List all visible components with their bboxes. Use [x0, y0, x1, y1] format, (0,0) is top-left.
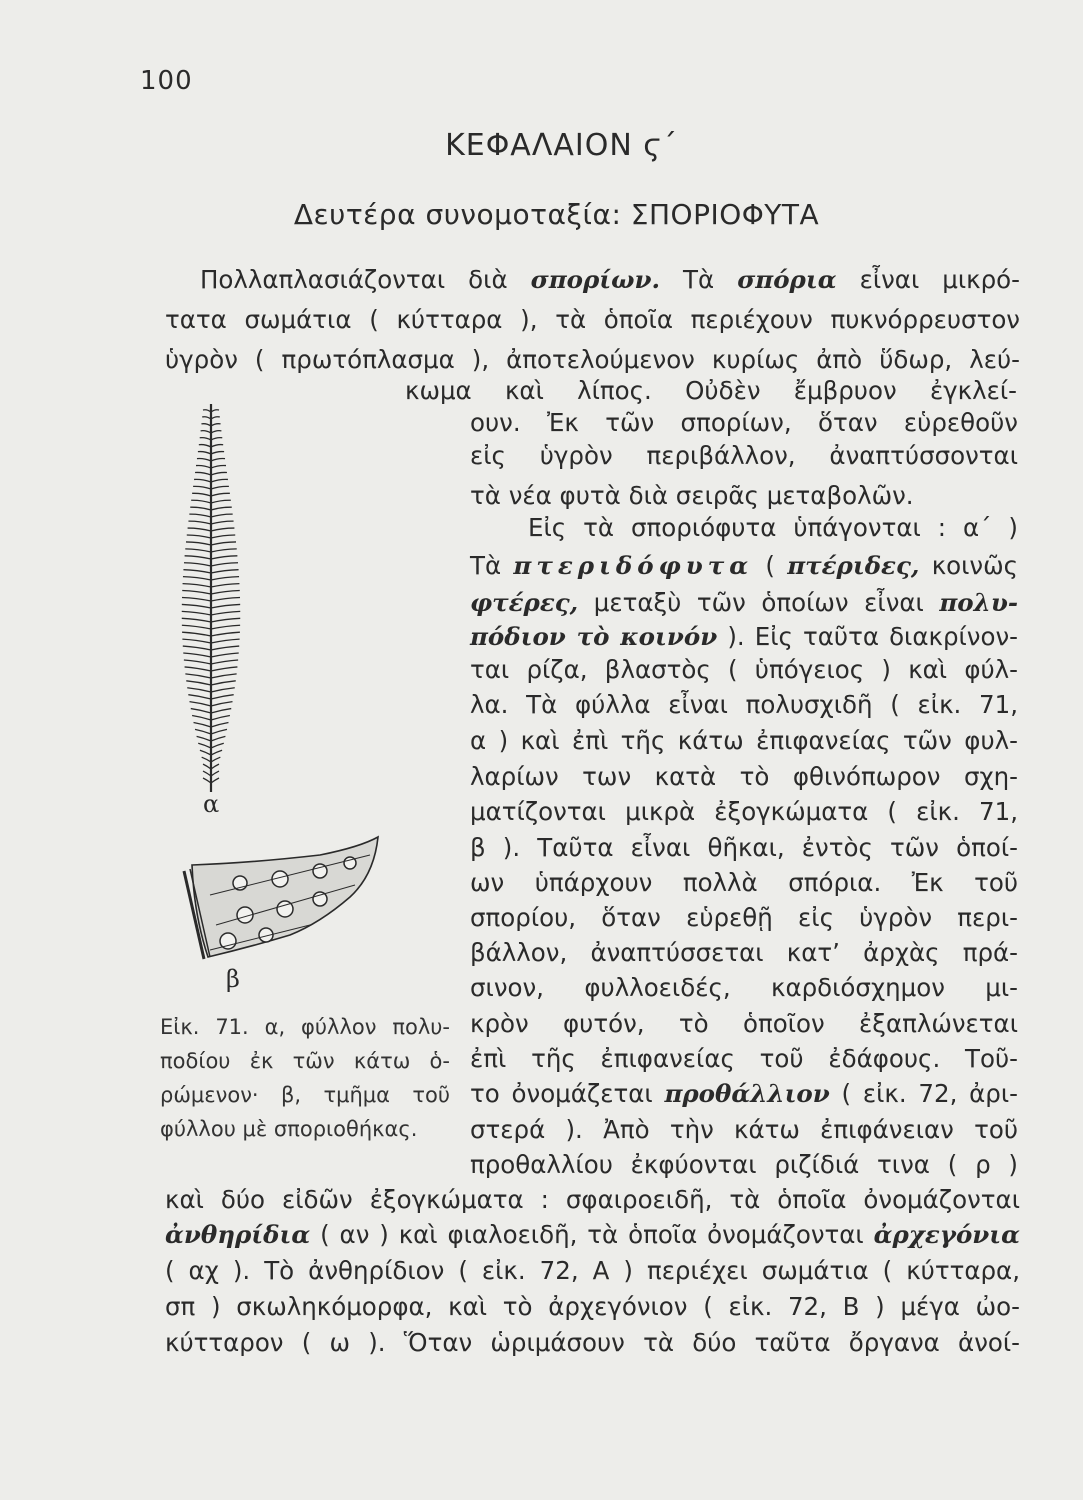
- fern-pinna: [195, 729, 211, 734]
- text-line: ων ὑπάρχουν πολλὰ σπόρια. Ἐκ τοῦ: [470, 868, 1018, 897]
- fern-pinna: [211, 771, 219, 776]
- fern-pinna: [211, 688, 235, 692]
- text-line: Πολλαπλασιάζονται διὰ σπορίων. Τὰ σπόρια εἶναι μικρό-: [200, 265, 1020, 294]
- text-line: φτέρες, μεταξὺ τῶν ὁποίων εἶναι πολυ-: [470, 588, 1018, 617]
- fern-pinna: [211, 695, 234, 699]
- fern-pinna: [211, 528, 234, 531]
- fern-pinna: [211, 778, 219, 783]
- fern-frond-illustration: [166, 400, 256, 800]
- fern-pinna: [211, 410, 219, 412]
- fern-pinna: [190, 507, 211, 510]
- fern-pinna: [211, 465, 226, 468]
- fern-pinna: [183, 646, 211, 650]
- text-line: β ). Ταῦτα εἶναι θῆκαι, ἐντὸς τῶν ὁποί-: [470, 833, 1018, 862]
- fern-pinna: [211, 493, 230, 496]
- fern-pinna: [183, 570, 211, 573]
- fern-pinna: [211, 591, 240, 594]
- text-line: ὑγρὸν ( πρωτόπλασμα ), ἀποτελούμενον κυρίως ἀπὸ ὕδωρ, λεύ-: [165, 345, 1020, 374]
- fern-pinna: [185, 556, 211, 559]
- fern-pinna: [211, 674, 237, 678]
- caption-line: ρώμενον· β, τμῆμα τοῦ: [160, 1083, 450, 1107]
- fern-pinna: [211, 563, 238, 566]
- fern-pinna: [211, 417, 220, 419]
- fern-pinna: [211, 604, 240, 608]
- fern-pinna: [185, 674, 211, 678]
- fern-pinna: [182, 632, 211, 636]
- text-line: ται ρίζα, βλαστὸς ( ὑπόγειος ) καὶ φύλ-: [470, 655, 1018, 684]
- fern-pinna: [197, 459, 211, 461]
- text-line: προθαλλίου ἐκφύονται ριζίδιά τινα ( ρ ): [470, 1150, 1018, 1179]
- text-line: βάλλον, ἀναπτύσσεται κατ’ ἀρχὰς πρά-: [470, 938, 1018, 967]
- fern-pinna: [211, 507, 232, 510]
- text-line: το ὀνομάζεται προθάλλιον ( εἰκ. 72, ἀρι-: [470, 1079, 1018, 1108]
- fern-pinna: [211, 764, 219, 769]
- fern-pinna: [185, 549, 211, 552]
- text-line: σινον, φυλλοειδές, καρδιόσχημον μι-: [470, 973, 1018, 1002]
- fern-pinna: [211, 459, 225, 461]
- subchapter-title: Δευτέρα συνομοταξία: ΣΠΟΡΙΟΦΥΤΑ: [293, 198, 820, 231]
- fern-pinna: [199, 445, 211, 447]
- fern-pinna: [182, 639, 211, 643]
- fern-pinna: [203, 410, 211, 412]
- fern-pinna: [185, 667, 211, 671]
- page-number: 100: [140, 66, 193, 96]
- text-line: σπ ) σκωληκόμορφα, καὶ τὸ ἀρχεγόνιον ( εἰκ. 72, Β ) μέγα ὠο-: [165, 1292, 1020, 1321]
- fern-pinna: [195, 472, 211, 475]
- caption-line: φύλλου μὲ σποριοθήκας.: [160, 1117, 418, 1141]
- chapter-title: ΚΕΦΑΛΑΙΟΝ ϛ΄: [445, 128, 678, 163]
- fern-pinna: [211, 486, 229, 489]
- text-line: τὰ νέα φυτὰ διὰ σειρᾶς μεταβολῶν.: [470, 481, 914, 510]
- fern-pinna: [189, 514, 211, 517]
- fern-pinna: [211, 702, 232, 706]
- fern-pinna: [211, 625, 240, 629]
- fern-pinna: [198, 743, 211, 748]
- fern-pinna: [211, 445, 223, 447]
- fern-pinna: [211, 479, 228, 482]
- fern-pinna: [211, 722, 228, 727]
- fern-pinna: [211, 611, 240, 615]
- fern-pinna: [211, 653, 239, 657]
- fern-pinna: [211, 716, 230, 720]
- text-line: ουν. Ἐκ τῶν σπορίων, ὅταν εὑρεθοῦν: [470, 408, 1018, 437]
- fern-pinna: [182, 597, 211, 601]
- text-line: κωμα καὶ λίπος. Οὐδὲν ἔμβρυον ἐγκλεί-: [405, 376, 1017, 405]
- fern-pinna: [192, 716, 211, 720]
- fern-pinna: [211, 750, 222, 755]
- fern-pinna: [211, 438, 222, 440]
- fern-pinna: [211, 500, 231, 503]
- fern-pinna: [202, 757, 211, 762]
- fern-pinna: [211, 431, 221, 433]
- text-line: καὶ δύο εἰδῶν ἐξογκώματα : σφαιροειδῆ, τὰ ὁποῖα ὀνομάζονται: [165, 1185, 1020, 1214]
- leaf-segment-illustration: [170, 835, 390, 960]
- fern-pinna: [211, 424, 221, 426]
- fern-pinna: [197, 736, 211, 741]
- fern-pinna: [188, 695, 211, 699]
- fern-pinna: [187, 535, 211, 538]
- fern-pinna: [211, 514, 233, 517]
- fern-pinna: [211, 542, 236, 545]
- text-line: λα. Τὰ φύλλα εἶναι πολυσχιδῆ ( εἰκ. 71,: [470, 690, 1018, 719]
- fern-pinna: [182, 591, 211, 594]
- fern-pinna: [211, 639, 240, 643]
- fern-pinna: [211, 549, 237, 552]
- fern-pinna: [211, 472, 227, 475]
- fern-pinna: [194, 479, 211, 482]
- fern-pinna: [184, 660, 211, 664]
- fern-pinna: [211, 452, 224, 454]
- fern-pinna: [193, 486, 211, 489]
- fern-pinna: [203, 764, 211, 769]
- fern-pinna: [188, 528, 211, 531]
- fern-pinna: [190, 702, 211, 706]
- text-line: λαρίων των κατὰ τὸ φθινόπωρον σχη-: [470, 762, 1018, 791]
- text-line: σπορίου, ὅταν εὑρεθῇ εἰς ὑγρὸν περι-: [470, 903, 1018, 932]
- fern-pinna: [191, 500, 211, 503]
- fern-pinna: [200, 750, 211, 755]
- fern-pinna: [211, 521, 234, 524]
- fern-pinna: [211, 667, 237, 671]
- fern-pinna: [187, 688, 211, 692]
- fern-pinna: [183, 653, 211, 657]
- fern-pinna: [211, 757, 220, 762]
- fern-pinna: [182, 604, 211, 608]
- text-line: Εἰς τὰ σποριόφυτα ὑπάγονται : α΄ ): [528, 513, 1018, 542]
- figure-label-b: β: [226, 965, 240, 993]
- text-line: εἰς ὑγρὸν περιβάλλον, ἀναπτύσσονται: [470, 441, 1018, 470]
- text-line: ἀνθηρίδια ( αν ) καὶ φιαλοειδῆ, τὰ ὁποῖα ὀνομάζονται ἀρχεγόνια: [165, 1220, 1020, 1249]
- fern-pinna: [211, 556, 237, 559]
- fern-pinna: [211, 597, 240, 601]
- figure-caption: [160, 1010, 450, 1146]
- fern-pinna: [183, 584, 211, 587]
- fern-pinna: [191, 709, 211, 713]
- fern-pinna: [182, 611, 211, 615]
- text-line: α ) καὶ ἐπὶ τῆς κάτω ἐπιφανείας τῶν φυλ-: [470, 726, 1018, 755]
- fern-pinna: [192, 493, 211, 496]
- text-line: ματίζονται μικρὰ ἐξογκώματα ( εἰκ. 71,: [470, 797, 1018, 826]
- fern-pinna: [211, 709, 231, 713]
- fern-pinna: [211, 660, 238, 664]
- text-line: κύτταρον ( ω ). Ὅταν ὡριμάσουν τὰ δύο ταῦτα ὄργανα ἀνοί-: [165, 1328, 1020, 1357]
- fern-pinna: [182, 618, 211, 622]
- fern-pinna: [211, 736, 225, 741]
- text-line: τατα σωμάτια ( κύτταρα ), τὰ ὁποῖα περιέχουν πυκνόρρευστον: [165, 305, 1020, 334]
- text-line: στερά ). Ἀπὸ τὴν κάτω ἐπιφάνειαν τοῦ: [470, 1115, 1018, 1144]
- fern-pinna: [186, 542, 211, 545]
- text-line: ἐπὶ τῆς ἐπιφανείας τοῦ ἐδάφους. Τοῦ-: [470, 1044, 1018, 1073]
- fern-pinna: [211, 584, 239, 587]
- fern-pinna: [188, 521, 211, 524]
- fern-pinna: [183, 577, 211, 580]
- caption-line: Εἰκ. 71. α, φύλλον πολυ-: [160, 1015, 450, 1039]
- fern-pinna: [203, 778, 211, 783]
- fern-pinna: [211, 729, 227, 734]
- fern-pinna: [196, 465, 211, 468]
- fern-pinna: [200, 438, 211, 440]
- text-line: πόδιον τὸ κοινόν ). Εἰς ταῦτα διακρίνον-: [470, 622, 1018, 651]
- fern-pinna: [211, 743, 224, 748]
- fern-pinna: [184, 563, 211, 566]
- text-line: κρὸν φυτόν, τὸ ὁποῖον ἐξαπλώνεται: [470, 1009, 1018, 1038]
- fern-pinna: [211, 618, 240, 622]
- fern-pinna: [211, 570, 239, 573]
- fern-pinna: [211, 535, 235, 538]
- fern-pinna: [201, 424, 211, 426]
- fern-pinna: [186, 681, 211, 685]
- caption-line: ποδίου ἐκ τῶν κάτω ὁ-: [160, 1049, 450, 1073]
- fern-pinna: [211, 646, 239, 650]
- fern-pinna: [202, 417, 211, 419]
- fern-pinna: [201, 431, 211, 433]
- text-line: ( αχ ). Τὸ ἀνθηρίδιον ( εἰκ. 72, Α ) περιέχει σωμάτια ( κύτταρα,: [165, 1256, 1020, 1285]
- figure-label-a: α: [203, 790, 220, 818]
- fern-pinna: [182, 625, 211, 629]
- fern-pinna: [211, 577, 239, 580]
- fern-pinna: [203, 771, 211, 776]
- fern-pinna: [211, 632, 240, 636]
- fern-pinna: [194, 722, 211, 727]
- text-line: Τὰ πτεριδόφυτα ( πτέριδες, κοινῶς: [470, 551, 1019, 580]
- fern-pinna: [198, 452, 211, 454]
- fern-pinna: [211, 681, 236, 685]
